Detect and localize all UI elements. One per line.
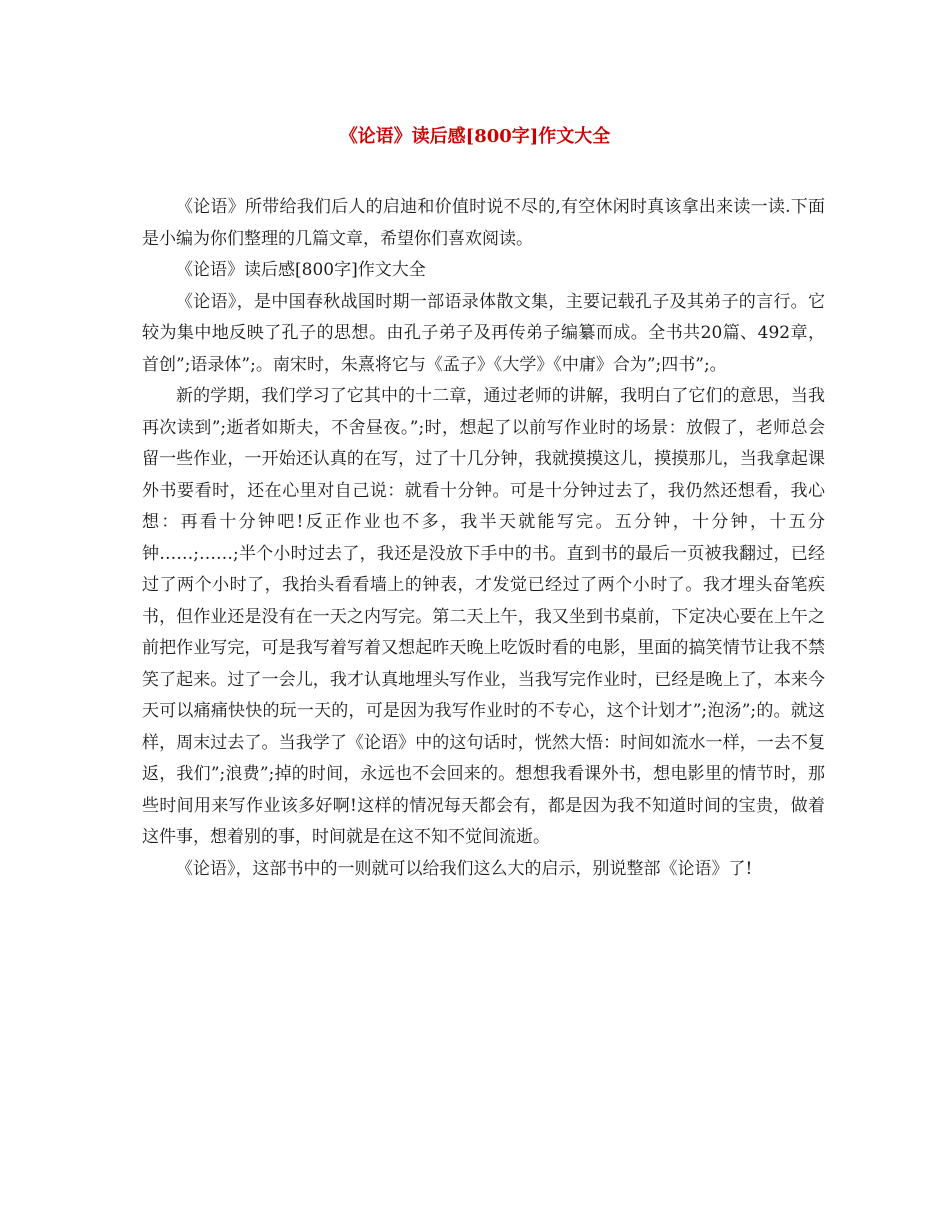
section-heading: 《论语》读后感[800字]作文大全 <box>176 260 426 280</box>
body-paragraph-1: 《论语》，是中国春秋战国时期一部语录体散文集，主要记载孔子及其弟子的言行。它较为集中地反映了孔子的思想。由孔子弟子及再传弟子编纂而成。全书共20篇、492章，首创”;语录体”;。南宋时，朱熹将它与《孟子》《大学》《中庸》合为”;四书”;。 <box>142 291 825 375</box>
intro-paragraph: 《论语》所带给我们后人的启迪和价值时说不尽的,有空休闲时真该拿出来读一读.下面是小编为你们整理的几篇文章，希望你们喜欢阅读。 <box>142 197 825 249</box>
body-paragraph-2: 新的学期，我们学习了它其中的十二章，通过老师的讲解，我明白了它们的意思，当我再次读到”;逝者如斯夫，不舍昼夜。”;时，想起了以前写作业时的场景：放假了，老师总会留一些作业，一开始还认真的在写，过了十几分钟，我就摸摸这儿，摸摸那儿，当我拿起课外书要看时，还在心里对自己说：就看十分钟。可是十分钟过去了，我仍然还想看，我心想：再看十分钟吧!反正作业也不多，我半天就能写完。五分钟，十分钟，十五分钟……;……;半个小时过去了，我还是没放下手中的书。直到书的最后一页被我翻过，已经过了两个小时了，我抬头看看墙上的钟表，才发觉已经过了两个小时了。我才埋头奋笔疾书，但作业还是没有在一天之内写完。第二天上午，我又坐到书桌前，下定决心要在上午之前把作业写完，可是我写着写着又想起昨天晚上吃饭时看的电影，里面的搞笑情节让我不禁笑了起来。过了一会儿，我才认真地埋头写作业，当我写完作业时，已经是晚上了，本来今天可以痛痛快快的玩一天的，可是因为我写作业时的不专心，这个计划才”;泡汤”;的。就这样，周末过去了。当我学了《论语》中的这句话时，恍然大悟：时间如流水一样，一去不复返，我们”;浪费”;掉的时间，永远也不会回来的。想想我看课外书，想电影里的情节时，那些时间用来写作业该多好啊!这样的情况每天都会有，都是因为我不知道时间的宝贵，做着这件事，想着别的事，时间就是在这不知不觉间流逝。 <box>142 386 825 847</box>
document-body <box>142 192 825 885</box>
document-title: 《论语》读后感[800字]作文大全 <box>339 126 611 147</box>
closing-paragraph: 《论语》，这部书中的一则就可以给我们这么大的启示，别说整部《论语》了! <box>176 858 753 879</box>
